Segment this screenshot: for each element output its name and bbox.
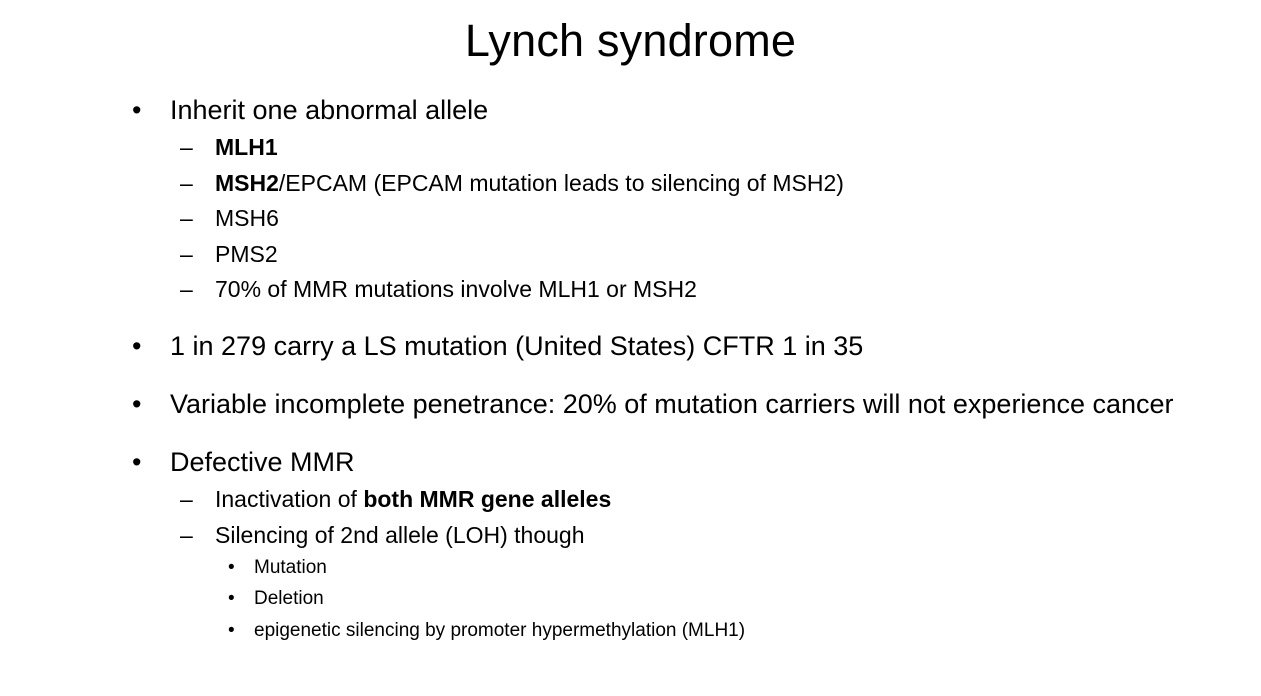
slide-body bbox=[0, 93, 1261, 644]
sub-item-msh2-epcam bbox=[118, 168, 1221, 199]
bullet-text: 1 in 279 carry a LS mutation (United States) CFTR 1 in 35 bbox=[170, 330, 864, 361]
sub-item-text: MSH6 bbox=[215, 205, 279, 232]
sub-sub-item-text: epigenetic silencing by promoter hypermethylation (MLH1) bbox=[254, 619, 746, 641]
dash-glyph: – bbox=[180, 485, 193, 512]
dash-glyph: – bbox=[180, 521, 193, 548]
bullet-text: Inherit one abnormal allele bbox=[170, 95, 489, 125]
sub-item-text: 70% of MMR mutations involve MLH1 or MSH2 bbox=[215, 276, 697, 303]
sub-sub-item-mutation bbox=[118, 555, 1221, 581]
dash-glyph: – bbox=[180, 205, 193, 232]
sub-item-text: PMS2 bbox=[215, 240, 278, 267]
sub-item-bold-text: MLH1 bbox=[215, 134, 278, 161]
sub-item-bold-text: both MMR gene alleles bbox=[363, 485, 612, 512]
sub-item-text: Silencing of 2nd allele (LOH) though bbox=[215, 521, 585, 548]
bullet-glyph: • bbox=[132, 446, 142, 477]
bullet-glyph: • bbox=[228, 557, 235, 579]
sub-list-genes bbox=[118, 132, 1221, 305]
sub-sub-item-text: Deletion bbox=[254, 588, 324, 610]
page-title: Lynch syndrome bbox=[464, 15, 797, 66]
bullet-glyph: • bbox=[132, 330, 142, 361]
bullet-glyph: • bbox=[132, 95, 142, 125]
bullet-glyph: • bbox=[228, 619, 235, 641]
bullet-glyph: • bbox=[228, 588, 235, 610]
sub-item-mlh1 bbox=[118, 132, 1221, 163]
sub-sub-item-text: Mutation bbox=[254, 557, 327, 579]
sub-item-bold-text: MSH2 bbox=[215, 169, 279, 196]
sub-item-text: /EPCAM (EPCAM mutation leads to silencing of MSH2) bbox=[278, 169, 844, 196]
sub-item-mmr-mutation-percent bbox=[118, 274, 1221, 305]
dash-glyph: – bbox=[180, 169, 193, 196]
bullet-item-penetrance bbox=[118, 387, 1221, 421]
sub-item-silencing-loh bbox=[118, 520, 1221, 551]
sub-item-msh6 bbox=[118, 203, 1221, 234]
sub-item-inactivation bbox=[118, 484, 1221, 515]
sub-sub-item-deletion bbox=[118, 586, 1221, 612]
sub-item-pms2 bbox=[118, 239, 1221, 270]
bullet-item-defective-mmr bbox=[118, 445, 1221, 479]
dash-glyph: – bbox=[180, 276, 193, 303]
sub-sub-item-epigenetic-silencing bbox=[118, 618, 1221, 644]
bullet-item-carrier-frequency bbox=[118, 329, 1221, 363]
sub-list-mmr-mechanisms bbox=[118, 484, 1221, 644]
bullet-text: Variable incomplete penetrance: 20% of mutation carriers will not experience cancer bbox=[170, 388, 1174, 419]
dash-glyph: – bbox=[180, 134, 193, 161]
bullet-item-inherit-allele bbox=[118, 93, 1221, 127]
bullet-glyph: • bbox=[132, 388, 142, 419]
sub-item-text: Inactivation of bbox=[215, 485, 364, 512]
dash-glyph: – bbox=[180, 240, 193, 267]
bullet-text: Defective MMR bbox=[170, 446, 355, 477]
